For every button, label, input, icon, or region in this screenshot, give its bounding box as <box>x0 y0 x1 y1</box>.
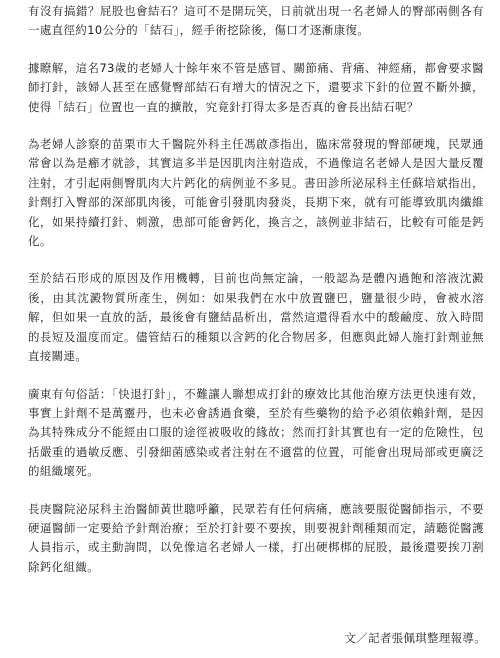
article-paragraph-2: 據瞭解，這名73歲的老婦人十餘年來不管是感冒、關節痛、背痛、神經痛，都會要求醫師打針，該婦人甚至在感覺臀部結石有增大的情況之下，還要求下針的位置不斷外擴，使得「結石」位置也一直的擴散，究竟針打得太多是否真的會長出結石呢？ <box>28 60 484 114</box>
author-byline: 文／記者張佩琪整理報導。 <box>344 631 486 645</box>
article-body <box>28 2 484 595</box>
article-paragraph-6: 長庚醫院泌尿科主治醫師黃世聰呼籲，民眾若有任何病痛，應該要服從醫師指示，不要硬逼醫師一定要給予針劑治療；至於打針要不要挨，則要視針劑種類而定，請聽從醫護人員指示，或主動詢問，以免像這名老婦人一樣，打出硬梆梆的屁股，最後還要挨刀割除鈣化組織。 <box>28 501 484 574</box>
article-paragraph-4: 至於結石形成的原因及作用機轉，目前也尚無定論，一般認為是體內過飽和溶液沈澱後，由其沈澱物質所產生，例如：如果我們在水中放置鹽巴，鹽量很少時，會被水溶解，但如果一直放的話，最後會有鹽結晶析出，當然這還得看水中的酸鹼度、放入時間的長短及溫度而定。儘管結石的種類以含鈣的化合物居多，但應與此婦人施打針劑並無直接關連。 <box>28 271 484 364</box>
article-paragraph-3: 為老婦人診察的苗栗市大千醫院外科主任馮啟彥指出，臨床常發現的臀部硬塊，民眾通常會以為是癤才就診，其實這多半是因肌肉注射造成，不過像這名老婦人是因大量反覆注射，才引起兩側臀肌肉大片鈣化的病例並不多見。書田診所泌尿科主任蘇培斌指出，針劑打入臀部的深部肌肉後，可能會引發肌肉發炎，長期下來，就有可能導致肌肉纖維化，如果持續打針、刺激，患部可能會鈣化，換言之，該例並非結石，比較有可能是鈣化。 <box>28 137 484 249</box>
article-paragraph-5: 廣東有句俗話：「快退打針」，不難讓人聯想成打針的療效比其他治療方法更快速有效，事實上針劑不是萬靈丹，也未必會誘過食藥，至於有些藥物的給予必須依賴針劑，是因為其特殊成分不能經由口服的途徑被吸收的緣故；然而打針其實也有一定的危險性，包括嚴重的過敏反應、引發細菌感染或者注射在不適當的位置，可能會出現局部或更廣泛的組織壞死。 <box>28 386 484 479</box>
article-paragraph-1: 有沒有搞錯？屁股也會結石？這可不是開玩笑，日前就出現一名老婦人的臀部兩側各有一處直徑約10公分的「結石」，經手術挖除後，傷口才逐漸康復。 <box>28 4 484 38</box>
